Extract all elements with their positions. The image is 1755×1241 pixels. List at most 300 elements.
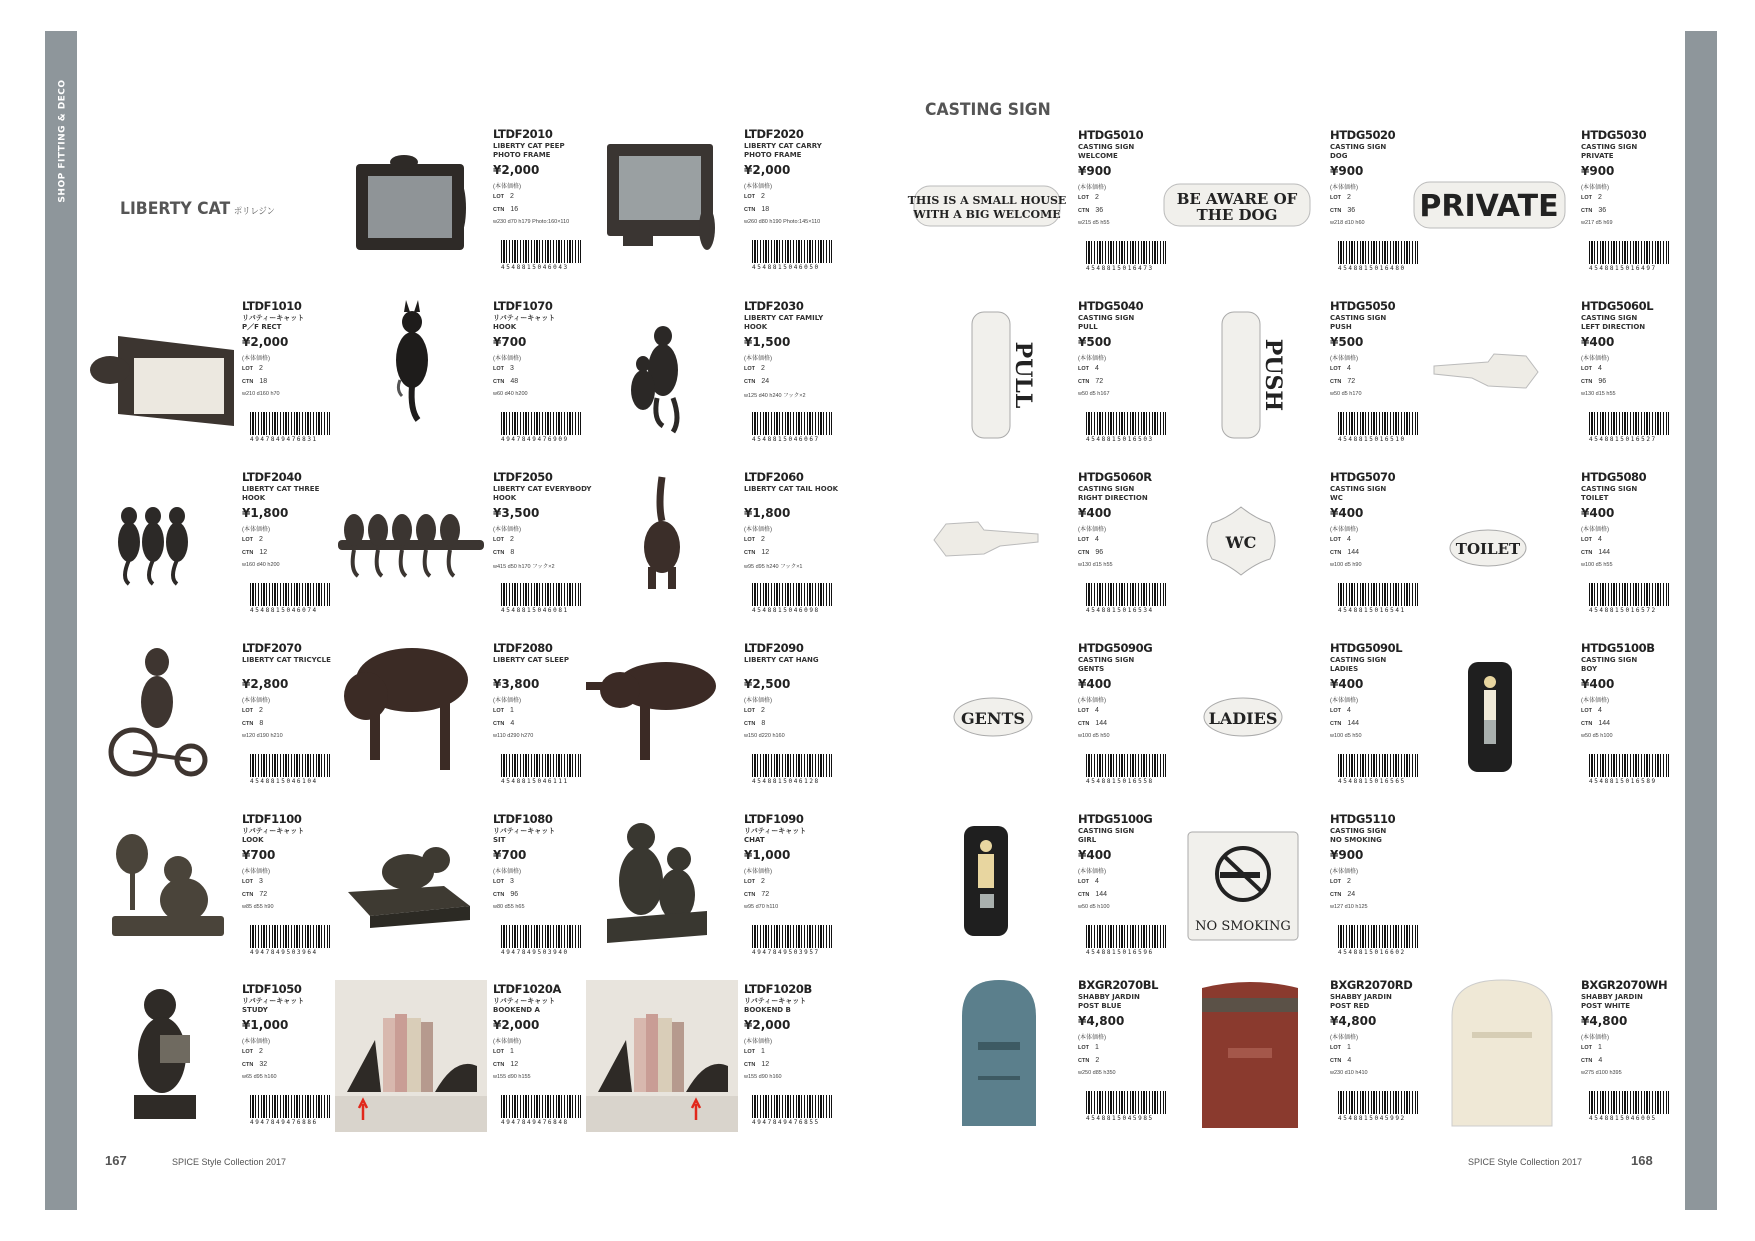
product-name-line: POST BLUE bbox=[1078, 1001, 1122, 1010]
ctn-value: 72 bbox=[1347, 378, 1356, 385]
ctn-value: 16 bbox=[510, 206, 519, 213]
product-price: ¥2,000 bbox=[744, 1018, 791, 1032]
product-bxgr2070rd bbox=[1330, 978, 1430, 1140]
product-code: LTDF1010 bbox=[242, 299, 302, 313]
ctn-label: CTN bbox=[1581, 379, 1593, 385]
ctn-label: CTN bbox=[493, 207, 505, 213]
lot-value: 1 bbox=[510, 707, 514, 714]
product-ctn bbox=[1078, 891, 1107, 898]
ctn-value: 4 bbox=[1598, 1057, 1603, 1064]
product-size: w275 d100 h395 bbox=[1581, 1070, 1622, 1076]
product-lot bbox=[242, 365, 263, 372]
ctn-value: 8 bbox=[510, 549, 515, 556]
product-code: HTDG5010 bbox=[1078, 128, 1144, 142]
tax-note: (本体価格) bbox=[1330, 698, 1358, 704]
product-name-line: LIBERTY CAT TRICYCLE bbox=[242, 656, 331, 664]
liberty-cat-section-title bbox=[120, 199, 275, 219]
ctn-value: 24 bbox=[761, 378, 770, 385]
product-htdg5030 bbox=[1581, 128, 1681, 290]
product-name-line: CASTING SIGN bbox=[1078, 656, 1135, 664]
product-code: LTDF1080 bbox=[493, 812, 553, 826]
barcode bbox=[501, 412, 581, 435]
product-lot bbox=[1581, 194, 1602, 201]
product-code: HTDG5100G bbox=[1078, 812, 1153, 826]
product-price: ¥4,800 bbox=[1581, 1014, 1628, 1028]
ctn-label: CTN bbox=[744, 550, 756, 556]
product-name-line: リバティーキャット bbox=[242, 314, 305, 322]
product-name-line: CASTING SIGN bbox=[1078, 143, 1135, 151]
lot-value: 2 bbox=[1598, 194, 1602, 201]
product-price: ¥2,000 bbox=[493, 163, 540, 177]
product-size: w160 d40 h200 bbox=[242, 562, 280, 568]
product-ctn bbox=[1078, 549, 1103, 556]
ctn-label: CTN bbox=[744, 1062, 756, 1068]
product-htdg5020 bbox=[1330, 128, 1430, 290]
tax-note: (本体価格) bbox=[1078, 185, 1106, 191]
product-name-line: CASTING SIGN bbox=[1078, 485, 1135, 493]
product-ltdf2070 bbox=[242, 641, 342, 803]
lot-label: LOT bbox=[242, 1049, 253, 1055]
product-code: BXGR2070WH bbox=[1581, 978, 1668, 992]
product-price: ¥4,800 bbox=[1330, 1014, 1377, 1028]
product-name-line: POST RED bbox=[1330, 1001, 1370, 1010]
product-htdg5070 bbox=[1330, 470, 1430, 632]
barcode-number: 4548815016541 bbox=[1338, 607, 1406, 614]
right-sidebar-band bbox=[1685, 31, 1726, 1210]
post-blue-photo bbox=[956, 976, 1042, 1132]
ctn-label: CTN bbox=[1078, 550, 1090, 556]
product-ctn bbox=[493, 549, 514, 556]
barcode bbox=[501, 754, 581, 777]
lot-label: LOT bbox=[493, 708, 504, 714]
product-price: ¥700 bbox=[493, 335, 527, 349]
ltdf2040-photo bbox=[115, 500, 195, 600]
product-lot bbox=[744, 193, 765, 200]
product-ctn bbox=[1581, 378, 1606, 385]
lot-label: LOT bbox=[744, 708, 755, 714]
product-size: w155 d90 h155 bbox=[493, 1074, 531, 1080]
product-ctn bbox=[1078, 207, 1103, 214]
toilet-sign-photo bbox=[1448, 528, 1528, 568]
product-ltdf2050 bbox=[493, 470, 593, 632]
product-size: w127 d10 h125 bbox=[1330, 904, 1368, 910]
tax-note: (本体価格) bbox=[1330, 869, 1358, 875]
product-bxgr2070wh bbox=[1581, 978, 1681, 1140]
product-price: ¥2,000 bbox=[242, 335, 289, 349]
left-sidebar-label: SHOP FITTING & DECO bbox=[57, 79, 68, 203]
dog-sign-photo bbox=[1162, 180, 1312, 230]
product-code: LTDF1020A bbox=[493, 982, 561, 996]
ctn-label: CTN bbox=[1330, 550, 1342, 556]
product-name-line: CASTING SIGN bbox=[1330, 314, 1387, 322]
product-lot bbox=[1078, 536, 1099, 543]
product-name-line: BOOKEND A bbox=[493, 1005, 540, 1014]
ctn-label: CTN bbox=[1078, 208, 1090, 214]
product-code: HTDG5050 bbox=[1330, 299, 1396, 313]
product-price: ¥2,800 bbox=[242, 677, 289, 691]
ltdf2060-photo bbox=[632, 475, 692, 595]
boy-sign-photo bbox=[1466, 660, 1514, 774]
product-ltdf1070 bbox=[493, 299, 593, 461]
product-htdg5050 bbox=[1330, 299, 1430, 461]
product-ltdf1100 bbox=[242, 812, 342, 974]
barcode bbox=[1086, 583, 1166, 606]
tax-note: (本体価格) bbox=[1330, 1035, 1358, 1041]
product-lot bbox=[493, 707, 514, 714]
ctn-label: CTN bbox=[1330, 721, 1342, 727]
lot-value: 4 bbox=[1598, 536, 1602, 543]
left-direction-sign-photo bbox=[1430, 348, 1542, 396]
product-price: ¥1,800 bbox=[242, 506, 289, 520]
product-size: w50 d5 h100 bbox=[1581, 733, 1613, 739]
product-name bbox=[242, 997, 352, 1014]
tax-note: (本体価格) bbox=[1078, 356, 1106, 362]
product-code: HTDG5060L bbox=[1581, 299, 1654, 313]
product-htdg5060r bbox=[1078, 470, 1178, 632]
barcode bbox=[752, 754, 832, 777]
product-ctn bbox=[493, 378, 518, 385]
product-name bbox=[1078, 485, 1188, 502]
lot-value: 1 bbox=[1347, 1044, 1351, 1051]
product-name bbox=[493, 827, 603, 844]
lot-value: 2 bbox=[761, 878, 765, 885]
ctn-label: CTN bbox=[242, 1062, 254, 1068]
right-footer-text: SPICE Style Collection 2017 bbox=[1468, 1157, 1583, 1167]
barcode bbox=[752, 412, 832, 435]
product-size: w95 d95 h240 フック×1 bbox=[744, 564, 803, 570]
product-ctn bbox=[1330, 1057, 1351, 1064]
push-sign-text: PUSH bbox=[1260, 338, 1286, 412]
product-name bbox=[1330, 314, 1440, 331]
product-name-line: PHOTO FRAME bbox=[744, 150, 802, 159]
product-name-line: SHABBY JARDIN bbox=[1078, 993, 1140, 1001]
product-ctn bbox=[744, 206, 769, 213]
barcode-number: 4947849503940 bbox=[501, 949, 569, 956]
product-price: ¥400 bbox=[1330, 677, 1364, 691]
product-name-line: LIBERTY CAT THREE bbox=[242, 485, 320, 493]
product-name bbox=[744, 997, 854, 1014]
product-lot bbox=[744, 536, 765, 543]
welcome-sign-photo bbox=[907, 182, 1067, 230]
product-lot bbox=[242, 878, 263, 885]
lot-value: 1 bbox=[1095, 1044, 1099, 1051]
product-name-line: LIBERTY CAT HANG bbox=[744, 656, 819, 664]
product-ctn bbox=[1078, 378, 1103, 385]
lot-label: LOT bbox=[242, 708, 253, 714]
tax-note: (本体価格) bbox=[1078, 698, 1106, 704]
barcode-number: 4548815016473 bbox=[1086, 265, 1154, 272]
ltdf1010-photo bbox=[88, 330, 238, 430]
product-name bbox=[1581, 656, 1691, 673]
product-price: ¥400 bbox=[1078, 848, 1112, 862]
product-price: ¥2,500 bbox=[744, 677, 791, 691]
product-ltdf2010 bbox=[493, 127, 593, 289]
lot-value: 1 bbox=[1598, 1044, 1602, 1051]
product-lot bbox=[1078, 194, 1099, 201]
product-name-line: CASTING SIGN bbox=[1078, 314, 1135, 322]
ltdf1050-photo bbox=[120, 985, 210, 1125]
product-ltdf1090 bbox=[744, 812, 844, 974]
product-name-line: PULL bbox=[1078, 322, 1098, 331]
product-code: BXGR2070BL bbox=[1078, 978, 1159, 992]
product-lot bbox=[493, 536, 514, 543]
product-name bbox=[1581, 314, 1691, 331]
product-name-line: NO SMOKING bbox=[1330, 835, 1382, 844]
lot-label: LOT bbox=[1581, 366, 1592, 372]
product-price: ¥400 bbox=[1078, 677, 1112, 691]
product-price: ¥500 bbox=[1330, 335, 1364, 349]
barcode-number: 4548815016534 bbox=[1086, 607, 1154, 614]
product-ctn bbox=[1078, 1057, 1099, 1064]
lot-value: 2 bbox=[1095, 194, 1099, 201]
ctn-label: CTN bbox=[242, 550, 254, 556]
lot-value: 4 bbox=[1347, 707, 1351, 714]
product-price: ¥900 bbox=[1078, 164, 1112, 178]
product-name-line: BOY bbox=[1581, 664, 1598, 673]
product-ctn bbox=[744, 1061, 769, 1068]
product-htdg5090l bbox=[1330, 641, 1430, 803]
ctn-value: 12 bbox=[510, 1061, 519, 1068]
product-code: LTDF2060 bbox=[744, 470, 804, 484]
product-name bbox=[1078, 143, 1188, 160]
tax-note: (本体価格) bbox=[744, 184, 772, 190]
lot-value: 3 bbox=[510, 878, 514, 885]
product-ctn bbox=[744, 720, 765, 727]
product-ctn bbox=[493, 720, 514, 727]
product-size: w50 d5 h167 bbox=[1078, 391, 1110, 397]
barcode bbox=[1589, 241, 1669, 264]
ctn-value: 4 bbox=[1347, 1057, 1352, 1064]
barcode-number: 4548815016565 bbox=[1338, 778, 1406, 785]
no-smoking-sign-photo bbox=[1186, 830, 1300, 942]
product-lot bbox=[1330, 878, 1351, 885]
product-name-line: リバティーキャット bbox=[493, 314, 556, 322]
ctn-value: 24 bbox=[1347, 891, 1356, 898]
product-lot bbox=[493, 878, 514, 885]
right-direction-sign-photo bbox=[930, 516, 1042, 564]
product-htdg5060l bbox=[1581, 299, 1681, 461]
product-name bbox=[242, 314, 352, 331]
lot-label: LOT bbox=[493, 194, 504, 200]
barcode bbox=[501, 1095, 581, 1118]
lot-value: 2 bbox=[510, 193, 514, 200]
ctn-value: 8 bbox=[761, 720, 766, 727]
product-name-line: LEFT DIRECTION bbox=[1581, 322, 1646, 331]
product-code: LTDF1070 bbox=[493, 299, 553, 313]
product-name-line: HOOK bbox=[493, 322, 517, 331]
product-name-line: DOG bbox=[1330, 151, 1348, 160]
product-name-line: リバティーキャット bbox=[242, 997, 305, 1005]
tax-note: (本体価格) bbox=[1078, 869, 1106, 875]
product-name bbox=[493, 997, 603, 1014]
product-price: ¥400 bbox=[1330, 506, 1364, 520]
product-ctn bbox=[493, 891, 518, 898]
product-lot bbox=[1330, 365, 1351, 372]
barcode bbox=[250, 412, 330, 435]
product-code: HTDG5100B bbox=[1581, 641, 1655, 655]
barcode-number: 4548815045985 bbox=[1086, 1115, 1154, 1122]
barcode-number: 4548815046074 bbox=[250, 607, 318, 614]
ctn-label: CTN bbox=[1330, 379, 1342, 385]
product-code: LTDF2020 bbox=[744, 127, 804, 141]
ctn-label: CTN bbox=[1078, 892, 1090, 898]
product-price: ¥400 bbox=[1581, 335, 1615, 349]
ctn-value: 96 bbox=[510, 891, 519, 898]
lot-label: LOT bbox=[493, 879, 504, 885]
barcode-number: 4947849476848 bbox=[501, 1119, 569, 1126]
right-page-number: 168 bbox=[1631, 1153, 1653, 1168]
tax-note: (本体価格) bbox=[1330, 356, 1358, 362]
private-sign-text: PRIVATE bbox=[1419, 189, 1559, 224]
ctn-label: CTN bbox=[1581, 550, 1593, 556]
lot-label: LOT bbox=[1330, 537, 1341, 543]
lot-label: LOT bbox=[1330, 366, 1341, 372]
barcode bbox=[1086, 925, 1166, 948]
product-htdg5080 bbox=[1581, 470, 1681, 632]
lot-label: LOT bbox=[1078, 366, 1089, 372]
product-size: w260 d80 h190 Photo:145×110 bbox=[744, 219, 821, 225]
barcode-number: 4548815016572 bbox=[1589, 607, 1657, 614]
product-name-line: LIBERTY CAT PEEP bbox=[493, 142, 565, 150]
barcode bbox=[250, 925, 330, 948]
product-lot bbox=[1078, 365, 1099, 372]
lot-value: 2 bbox=[259, 707, 263, 714]
ctn-label: CTN bbox=[744, 379, 756, 385]
product-size: w125 d40 h240 フック×2 bbox=[744, 393, 806, 399]
product-name-line: LIBERTY CAT EVERYBODY bbox=[493, 485, 592, 493]
barcode-number: 4548815046098 bbox=[752, 607, 820, 614]
barcode-number: 4947849476831 bbox=[250, 436, 318, 443]
barcode bbox=[1086, 241, 1166, 264]
welcome-sign-line2: WITH A BIG WELCOME bbox=[913, 208, 1061, 221]
ctn-value: 36 bbox=[1347, 207, 1356, 214]
product-size: w65 d95 h160 bbox=[242, 1074, 277, 1080]
product-size: w120 d190 h210 bbox=[242, 733, 283, 739]
tax-note: (本体価格) bbox=[1581, 698, 1609, 704]
lot-label: LOT bbox=[744, 1049, 755, 1055]
product-lot bbox=[744, 878, 765, 885]
product-size: w250 d85 h350 bbox=[1078, 1070, 1116, 1076]
product-ctn bbox=[1581, 720, 1610, 727]
product-ltdf1010 bbox=[242, 299, 342, 461]
product-lot bbox=[1581, 1044, 1602, 1051]
product-price: ¥1,000 bbox=[242, 1018, 289, 1032]
lot-value: 2 bbox=[259, 365, 263, 372]
ctn-value: 96 bbox=[1598, 378, 1607, 385]
product-name-line: HOOK bbox=[744, 322, 768, 331]
product-size: w215 d5 h55 bbox=[1078, 220, 1110, 226]
product-htdg5090g bbox=[1078, 641, 1178, 803]
product-name-line: LIBERTY CAT FAMILY bbox=[744, 314, 824, 322]
ctn-label: CTN bbox=[1330, 1058, 1342, 1064]
ctn-value: 36 bbox=[1095, 207, 1104, 214]
barcode bbox=[250, 1095, 330, 1118]
product-ctn bbox=[1330, 207, 1355, 214]
barcode-number: 4548815016503 bbox=[1086, 436, 1154, 443]
product-code: HTDG5060R bbox=[1078, 470, 1152, 484]
product-name-line: POST WHITE bbox=[1581, 1001, 1631, 1010]
tax-note: (本体価格) bbox=[1581, 185, 1609, 191]
barcode-number: 4947849476909 bbox=[501, 436, 569, 443]
product-ctn bbox=[744, 891, 769, 898]
ctn-label: CTN bbox=[1078, 1058, 1090, 1064]
tax-note: (本体価格) bbox=[493, 1039, 521, 1045]
product-name bbox=[493, 142, 603, 159]
product-size: w110 d290 h270 bbox=[493, 733, 534, 739]
product-ctn bbox=[1330, 378, 1355, 385]
push-sign-photo bbox=[1216, 310, 1286, 440]
product-code: HTDG5020 bbox=[1330, 128, 1396, 142]
tax-note: (本体価格) bbox=[744, 527, 772, 533]
barcode bbox=[1338, 925, 1418, 948]
product-name-line: TOILET bbox=[1581, 493, 1609, 502]
lot-value: 2 bbox=[1347, 194, 1351, 201]
lot-label: LOT bbox=[744, 194, 755, 200]
ctn-value: 32 bbox=[259, 1061, 268, 1068]
barcode-number: 4548815046005 bbox=[1589, 1115, 1657, 1122]
tax-note: (本体価格) bbox=[493, 698, 521, 704]
ctn-label: CTN bbox=[493, 379, 505, 385]
product-name bbox=[744, 142, 854, 159]
barcode-number: 4548815016480 bbox=[1338, 265, 1406, 272]
left-footer-text: SPICE Style Collection 2017 bbox=[172, 1157, 287, 1167]
product-name bbox=[744, 827, 854, 844]
post-white-photo bbox=[1448, 976, 1556, 1132]
product-price: ¥1,500 bbox=[744, 335, 791, 349]
product-ctn bbox=[493, 1061, 518, 1068]
product-size: w230 d10 h410 bbox=[1330, 1070, 1368, 1076]
lot-label: LOT bbox=[1581, 1045, 1592, 1051]
lot-value: 2 bbox=[761, 365, 765, 372]
barcode-number: 4548815046067 bbox=[752, 436, 820, 443]
lot-value: 2 bbox=[761, 536, 765, 543]
pull-sign-text: PULL bbox=[1010, 341, 1036, 409]
product-name-line: GIRL bbox=[1078, 835, 1097, 844]
product-ltdf1020a bbox=[493, 982, 593, 1144]
product-ctn bbox=[242, 378, 267, 385]
girl-sign-photo bbox=[962, 824, 1010, 938]
product-code: LTDF2090 bbox=[744, 641, 804, 655]
lot-label: LOT bbox=[744, 537, 755, 543]
ctn-label: CTN bbox=[242, 721, 254, 727]
product-price: ¥1,800 bbox=[744, 506, 791, 520]
product-code: LTDF1100 bbox=[242, 812, 302, 826]
ltdf2080-photo bbox=[340, 640, 470, 780]
post-red-photo bbox=[1198, 978, 1302, 1132]
product-ltdf1050 bbox=[242, 982, 342, 1144]
barcode bbox=[1086, 754, 1166, 777]
left-sidebar-band bbox=[45, 31, 77, 1210]
product-name-line: LADIES bbox=[1330, 664, 1359, 673]
product-size: w60 d40 h200 bbox=[493, 391, 528, 397]
product-name-line: CASTING SIGN bbox=[1078, 827, 1135, 835]
lot-label: LOT bbox=[1078, 195, 1089, 201]
ltdf1100-photo bbox=[108, 820, 228, 940]
barcode-number: 4947849476886 bbox=[250, 1119, 318, 1126]
product-name-line: リバティーキャット bbox=[242, 827, 305, 835]
product-size: w50 d5 h170 bbox=[1330, 391, 1362, 397]
product-name-line: WELCOME bbox=[1078, 151, 1118, 160]
barcode bbox=[1086, 412, 1166, 435]
product-name-line: LOOK bbox=[242, 835, 264, 844]
barcode-number: 4548815046043 bbox=[501, 264, 569, 271]
lot-label: LOT bbox=[493, 1049, 504, 1055]
ctn-label: CTN bbox=[242, 892, 254, 898]
lot-value: 4 bbox=[1347, 365, 1351, 372]
ctn-label: CTN bbox=[1330, 892, 1342, 898]
ltdf2090-photo bbox=[580, 656, 720, 766]
ctn-value: 12 bbox=[761, 1061, 770, 1068]
